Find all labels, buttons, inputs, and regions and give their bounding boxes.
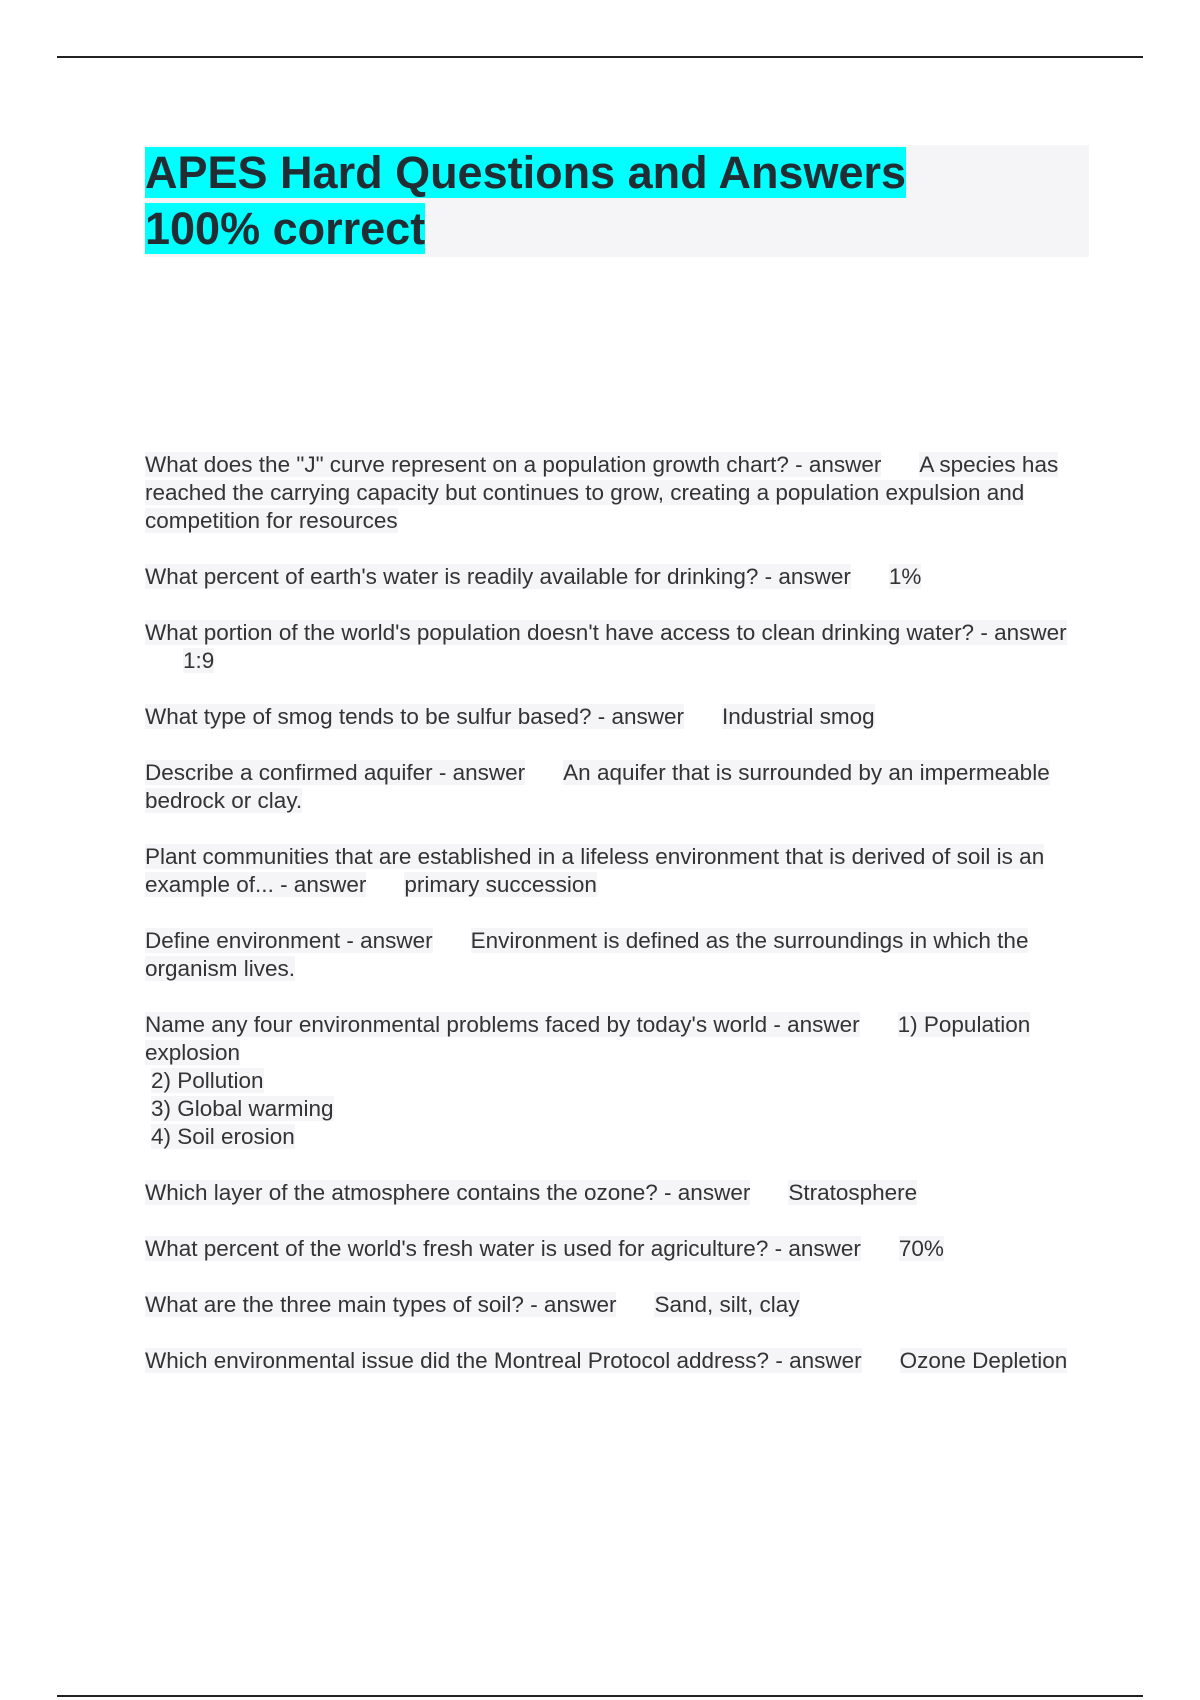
qa-list [145, 451, 1085, 1403]
answer-list-item: 2) Pollution [151, 1068, 264, 1093]
bottom-rule [57, 1695, 1143, 1697]
qa-item [145, 703, 1085, 731]
qa-question: Which layer of the atmosphere contains the ozone? - answer [145, 1180, 751, 1205]
answer-list-item: 3) Global warming [151, 1096, 334, 1121]
qa-answer: Environment is defined as the surroundings in which the organism lives. [145, 928, 1029, 981]
qa-question: Which environmental issue did the Montreal Protocol address? - answer [145, 1348, 862, 1373]
qa-item [145, 927, 1085, 983]
qa-answer: An aquifer that is surrounded by an impermeable bedrock or clay. [145, 760, 1050, 813]
qa-question: What percent of earth's water is readily available for drinking? - answer [145, 564, 851, 589]
qa-item [145, 843, 1085, 899]
qa-item [145, 619, 1085, 675]
qa-question: What are the three main types of soil? - answer [145, 1292, 617, 1317]
qa-item [145, 1291, 1085, 1319]
qa-answer: Sand, silt, clay [654, 1292, 800, 1317]
qa-question: Define environment - answer [145, 928, 433, 953]
qa-question: Describe a confirmed aquifer - answer [145, 760, 526, 785]
qa-question: Plant communities that are established in a lifeless environment that is derived of soil is an example of... - answer [145, 844, 1045, 897]
qa-answer: Industrial smog [722, 704, 875, 729]
answer-list-item: 4) Soil erosion [151, 1124, 295, 1149]
qa-answer: Stratosphere [788, 1180, 918, 1205]
qa-question: What does the "J" curve represent on a population growth chart? - answer [145, 452, 882, 477]
qa-question: What percent of the world's fresh water is used for agriculture? - answer [145, 1236, 861, 1261]
title-block [145, 145, 1089, 257]
qa-question: Name any four environmental problems faced by today's world - answer [145, 1012, 860, 1037]
qa-answer: 1% [888, 564, 922, 589]
qa-answer: Ozone Depletion [899, 1348, 1068, 1373]
qa-item [145, 563, 1085, 591]
qa-item [145, 759, 1085, 815]
qa-answer: 1) Population explosion [145, 1012, 1031, 1065]
qa-answer: primary succession [404, 872, 597, 897]
qa-item [145, 451, 1085, 535]
top-rule [57, 56, 1143, 58]
title-line-1: APES Hard Questions and Answers [145, 147, 907, 198]
qa-item [145, 1235, 1085, 1263]
qa-answer: 70% [898, 1236, 944, 1261]
qa-item [145, 1179, 1085, 1207]
title-line-2: 100% correct [145, 203, 426, 254]
qa-question: What type of smog tends to be sulfur based? - answer [145, 704, 685, 729]
qa-answer: 1:9 [183, 648, 215, 673]
document-title [145, 145, 1089, 257]
qa-item [145, 1347, 1085, 1375]
qa-question: What portion of the world's population doesn't have access to clean drinking water? - answer [145, 620, 1067, 645]
qa-answer: A species has reached the carrying capacity but continues to grow, creating a population expulsion and competition for resources [145, 452, 1059, 533]
qa-item [145, 1011, 1085, 1151]
